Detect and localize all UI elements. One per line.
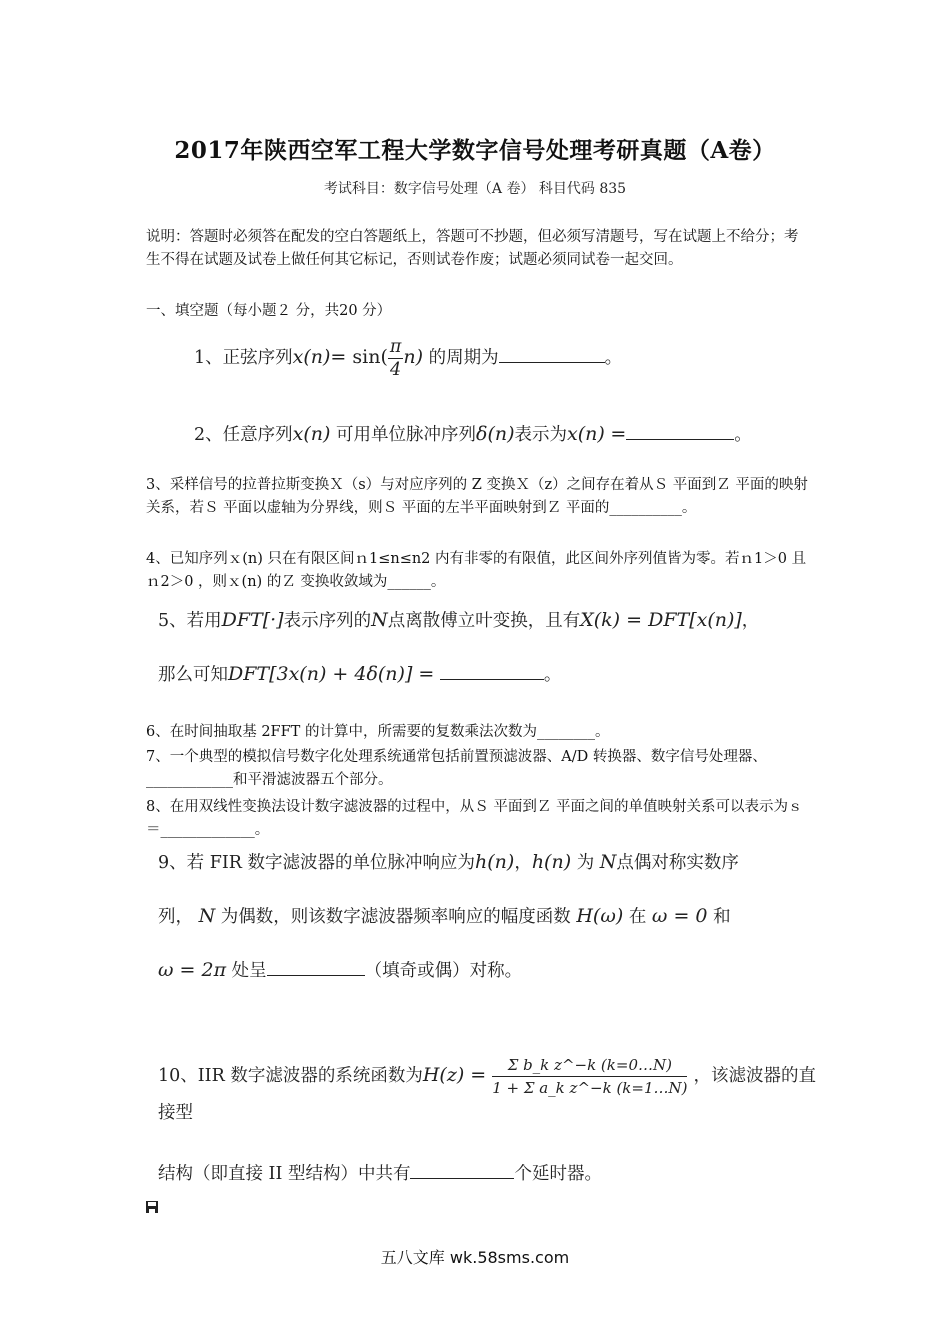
q1-frac-den: 4 [390, 360, 402, 380]
q9-Hw: H(ω) [576, 905, 624, 927]
q2-xn: x(n) [292, 423, 331, 445]
q9-w0: ω = 0 [651, 905, 708, 927]
question-9-line-1 [158, 848, 818, 877]
q10-suffix: ，该滤波器的直接型 [158, 1066, 816, 1123]
q2-answer-blank [626, 421, 734, 440]
q5-end: 。 [543, 665, 562, 685]
q9-line3-end: （填奇或偶）对称。 [364, 961, 523, 981]
question-10-line-1 [158, 1054, 818, 1127]
q10-fraction [492, 1054, 687, 1099]
q5-line2-prefix: 那么可知 [158, 665, 228, 685]
q9-line2-end: 和 [713, 907, 731, 927]
q1-suffix: 的周期为 [428, 348, 499, 368]
q10-denominator: 1 + Σ a_k z^−k (k=1…N) [492, 1079, 688, 1097]
q2-equals: = [610, 423, 627, 445]
question-7: 7、一个典型的模拟信号数字化处理系统通常包括前置预滤波器、A/D 转换器、数字信号处理器、____________和平滑滤波器五个部分。 [146, 749, 767, 788]
footer-site-label: 五八文库 wk.58sms.com [380, 1248, 570, 1267]
q5-line1-prefix: 5、若用 [158, 611, 222, 631]
q1-frac-num: π [389, 337, 402, 357]
q9-line1-mid2: 为 [576, 853, 595, 873]
q5-N: N [371, 609, 388, 631]
q1-end: 。 [604, 348, 623, 368]
q2-prefix: 2、任意序列 [194, 425, 293, 445]
q5-line1-mid2: 点离散傅立叶变换，且有 [387, 611, 581, 631]
q10-Hz: H(z) = [422, 1064, 487, 1086]
q9-N-2: N [198, 905, 216, 927]
q1-n-close: n) [403, 346, 424, 368]
question-1 [194, 336, 854, 381]
instructions: 说明：答题时必须答在配发的空白答题纸上，答题可不抄题，但必须写清题号，写在试题上不给分；考生不得在试题及试卷上做任何其它标记，否则试卷作废；试题必须同试卷一起交回。 [146, 229, 799, 268]
question-9-line-3 [158, 956, 818, 985]
q9-line1-prefix: 9、若 FIR 数字滤波器的单位脉冲响应为 [158, 853, 475, 873]
q9-line1-mid: ， [514, 853, 532, 873]
q1-prefix: 1、正弦序列 [194, 348, 293, 368]
question-10-line-2 [158, 1160, 818, 1188]
q10-line2-end: 个延时器。 [514, 1164, 602, 1184]
q9-line2-mid2: 在 [628, 907, 647, 927]
q1-fraction [388, 336, 404, 381]
q2-delta: δ(n) [476, 423, 515, 445]
q9-line2-prefix: 列， [158, 907, 193, 927]
section-heading: 一、填空题（每小题２ 分，共20 分） [146, 303, 392, 319]
question-3: 3、采样信号的拉普拉斯变换Ｘ（s）与对应序列的 Z 变换Ｘ（z）之间存在着从Ｓ 平面到Ｚ 平面的映射关系，若Ｓ 平面以虚轴为分界线，则Ｓ 平面的左半平面映射到Ｚ 平面的__________。 [146, 477, 808, 516]
question-2 [194, 420, 854, 449]
q5-line1-mid1: 表示序列的 [283, 611, 372, 631]
q9-line3-mid: 处呈 [231, 961, 267, 981]
q1-xn: x(n) [292, 346, 331, 368]
q9-hn: h(n) [475, 851, 515, 873]
q5-dft: DFT[·] [221, 609, 284, 631]
question-8: 8、在用双线性变换法设计数字滤波器的过程中，从Ｓ 平面到Ｚ 平面之间的单值映射关系可以表示为ｓ ＝_____________。 [146, 799, 803, 838]
q2-end: 。 [734, 425, 752, 445]
question-5-line-2 [158, 660, 818, 689]
question-6: 6、在时间抽取基 2FFT 的计算中，所需要的复数乘法次数为________。 [146, 724, 610, 740]
q2-xn-2: x(n) [567, 423, 605, 445]
q10-line2-prefix: 结构（即直接 II 型结构）中共有 [158, 1164, 411, 1184]
save-icon [145, 1200, 159, 1214]
question-9-line-2 [158, 902, 818, 931]
page-title: 2017年陕西空军工程大学数字信号处理考研真题（A卷） [174, 137, 776, 164]
q9-N: N [599, 851, 617, 873]
q1-answer-blank [499, 344, 605, 363]
q9-line2-mid: 为偶数，则该数字滤波器频率响应的幅度函数 [220, 907, 571, 927]
q10-numerator: Σ b_k z^−k (k=0…N) [492, 1054, 687, 1077]
q9-w2pi: ω = 2π [158, 959, 227, 981]
question-4: 4、已知序列ｘ(n) 只在有限区间ｎ1≤n≤n2 内有非零的有限值，此区间外序列值皆为零。若ｎ1＞0 且ｎ2＞0 ，则ｘ(n) 的Ｚ 变换收敛域为______。 [146, 551, 807, 590]
exam-subject-line: 考试科目：数字信号处理（A 卷） 科目代码 835 [323, 181, 627, 197]
q9-answer-blank [267, 957, 365, 976]
question-5-line-1 [158, 606, 818, 635]
q1-sin: = sin( [330, 346, 388, 368]
q2-mid1: 可用单位脉冲序列 [336, 425, 476, 445]
q9-line1-end: 点偶对称实数序 [616, 853, 739, 873]
q10-prefix: 10、IIR 数字滤波器的系统函数为 [158, 1066, 423, 1086]
q5-dft2: DFT[3x(n) + 4δ(n)] = [228, 663, 435, 685]
q5-xk: X(k) = DFT[x(n)] [580, 609, 742, 631]
q10-answer-blank [410, 1160, 514, 1179]
q5-line1-end: ， [741, 611, 760, 631]
q2-mid2: 表示为 [514, 425, 568, 445]
q5-answer-blank [440, 661, 544, 680]
q9-hn-2: h(n) [531, 851, 572, 873]
